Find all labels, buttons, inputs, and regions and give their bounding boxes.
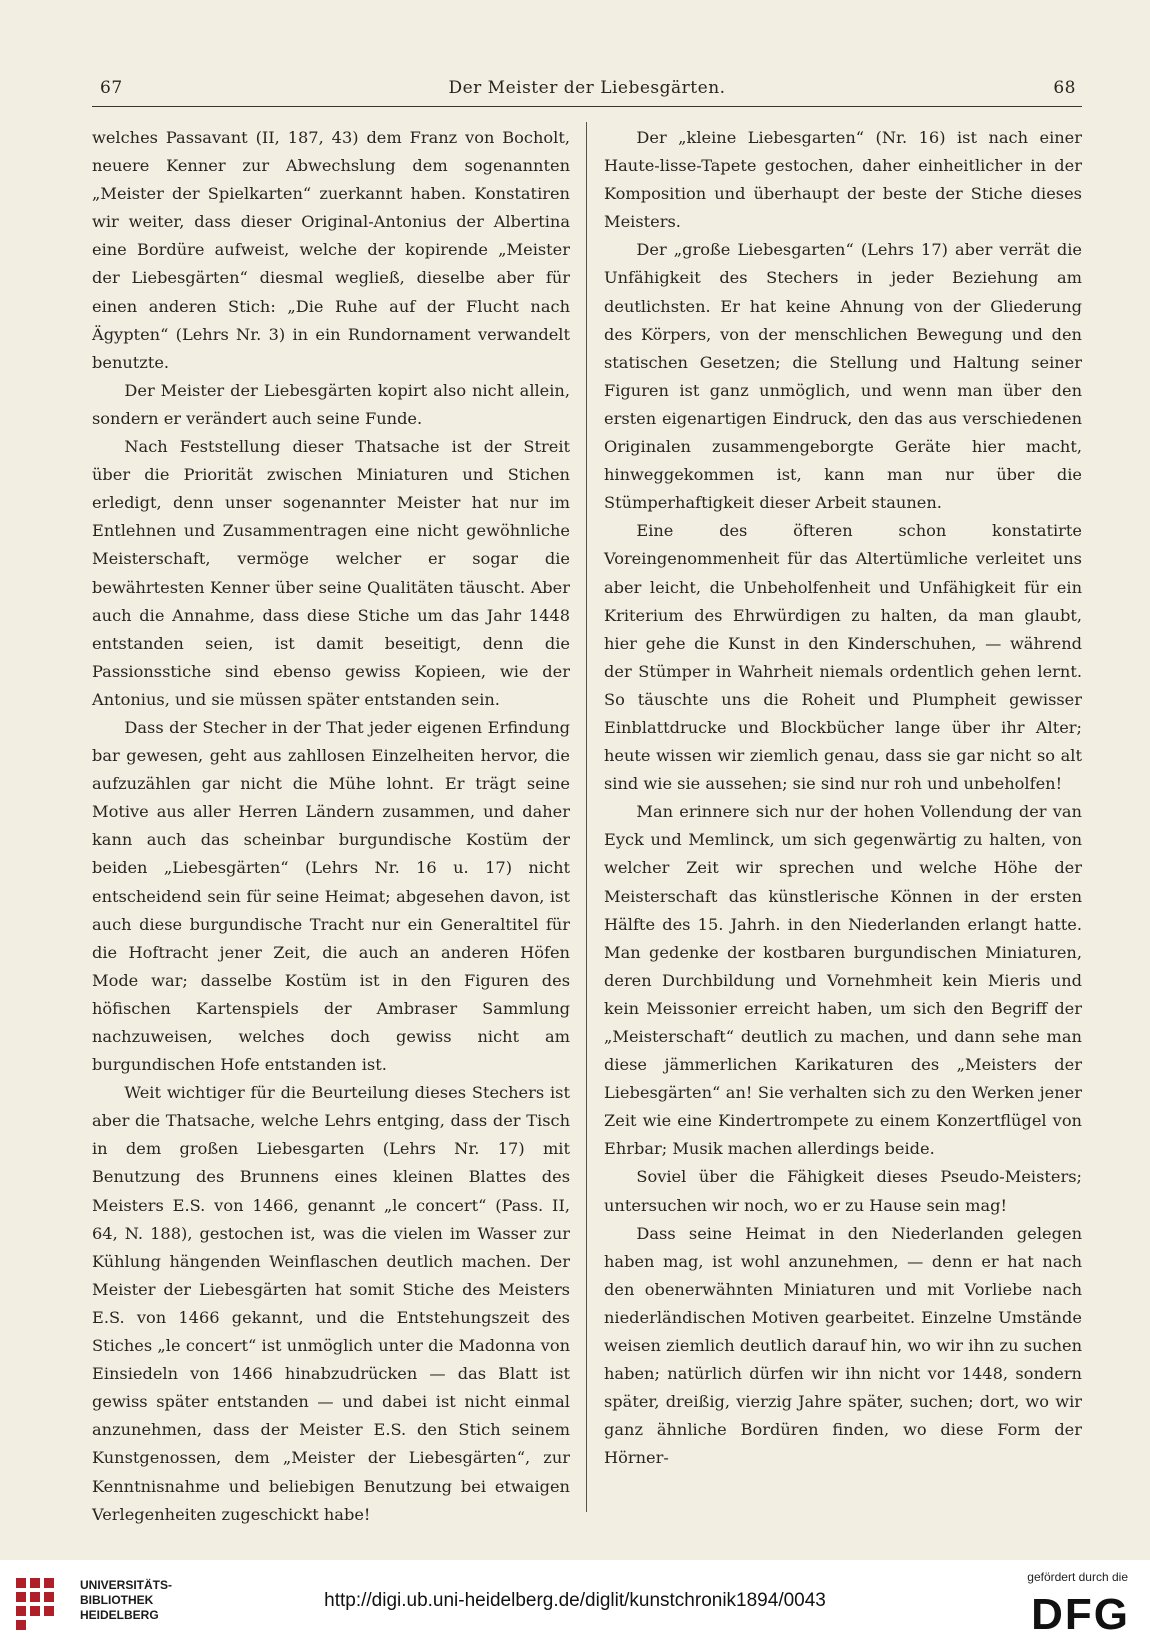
- dfg-logo: DFG: [1031, 1590, 1130, 1639]
- library-name: UNIVERSITÄTS- BIBLIOTHEK HEIDELBERG: [80, 1578, 173, 1622]
- paragraph: Der Meister der Liebesgärten kopirt also nicht allein, sondern er verändert auch seine Funde.: [92, 380, 570, 428]
- paragraph: Eine des öfteren schon konstatirte Voreingenommenheit für das Altertümliche verleitet uns aber leicht, die Unbeholfenheit und Unfähigkeit für ein Kriterium des Ehrwürdigen zu halten, da man glaubt, hier gehe die Kunst in den Kinderschuhen, — während der Stümper in Wahrheit niemals ordentlich gehen lernt. So täuschte uns die Roheit und Plumpheit gewisser Einblattdrucke und Blockbücher lange über ihr Alter; heute wissen wir ziemlich genau, dass sie gar nicht so alt sind wie sie aussehen; sie sind nur roh und unbeholfen!: [604, 521, 1082, 794]
- right-column: [604, 124, 1082, 1473]
- paragraph: welches Passavant (II, 187, 43) dem Franz von Bocholt, neuere Kenner zur Abwechslung dem sogenannten „Meister der Spielkarten“ zuerkannt haben. Konstatiren wir weiter, dass dieser Original-Antonius der Albertina eine Bordüre aufweist, welche der kopirende „Meister der Liebesgärten“ diesmal wegließ, dieselbe aber für einen anderen Stich: „Die Ruhe auf der Flucht nach Ägypten“ (Lehrs Nr. 3) in ein Rundornament verwandelt benutzte.: [92, 128, 570, 372]
- column-divider: [586, 122, 587, 1512]
- footer-bar: [0, 1560, 1150, 1648]
- paragraph: Nach Feststellung dieser Thatsache ist der Streit über die Priorität zwischen Miniaturen und Stichen erledigt, denn unser sogenannter Meister hat nur im Entlehnen und Zusammentragen eine nicht gewöhnliche Meisterschaft, vermöge welcher er sogar die bewährtesten Kenner über seine Qualitäten täuscht. Aber auch die Annahme, dass diese Stiche um das Jahr 1448 entstanden seien, ist damit beseitigt, denn die Passionsstiche sind ebenso gewiss Kopieen, wie der Antonius, und sie müssen später entstanden sein.: [92, 437, 570, 709]
- running-title: Der Meister der Liebesgärten.: [448, 78, 726, 98]
- paragraph: Soviel über die Fähigkeit dieses Pseudo-Meisters; untersuchen wir noch, wo er zu Hause sein mag!: [604, 1167, 1082, 1215]
- paragraph: Der „kleine Liebesgarten“ (Nr. 16) ist nach einer Haute-lisse-Tapete gestochen, daher einheitlicher in der Komposition und überhaupt der beste der Stiche dieses Meisters.: [604, 128, 1082, 232]
- paragraph: Dass seine Heimat in den Niederlanden gelegen haben mag, ist wohl anzunehmen, — denn er hat nach den obenerwähnten Miniaturen und mit Vorliebe nach niederländischen Motiven gearbeitet. Einzelne Umstände weisen ziemlich deutlich darauf hin, wo wir ihn zu suchen haben; natürlich dürfen wir ihn nicht vor 1448, sondern später, dreißig, vierzig Jahre später, suchen; dort, wo wir ganz ähnliche Bordüren finden, wo diese Form der Hörner-: [604, 1223, 1082, 1468]
- left-column: [92, 124, 570, 1529]
- paragraph: Man erinnere sich nur der hohen Vollendung der van Eyck und Memlinck, um sich gegenwärtig zu halten, von welcher Zeit wir sprechen und welche Höhe der Meisterschaft das künstlerische Können in der ersten Hälfte des 15. Jahrh. in den Niederlanden erlangt hatte. Man gedenke der kostbaren burgundischen Miniaturen, deren Durchbildung und Vornehmheit kein Mieris und kein Meissonier erreicht haben, um sich den Begriff der „Meisterschaft“ deutlich zu machen, und dann sehe man diese jämmerlichen Karikaturen des „Meisters der Liebesgärten“ an! Sie verhalten sich zu den Werken jener Zeit wie eine Kindertrompete zu einem Konzertflügel von Ehrbar; Musik machen allerdings beide.: [604, 802, 1082, 1159]
- paragraph: Dass der Stecher in der That jeder eigenen Erfindung bar gewesen, geht aus zahllosen Einzelheiten hervor, die aufzuzählen gar nicht die Mühe lohnt. Er trägt seine Motive aus aller Herren Ländern zusammen, und daher kann auch das scheinbar burgundische Kostüm der beiden „Liebesgärten“ (Lehrs Nr. 16 u. 17) nicht entscheidend sein für seine Heimat; abgesehen davon, ist auch diese burgundische Tracht nur ein Generaltitel für die Hoftracht jener Zeit, die auch an anderen Höfen Mode war; dasselbe Kostüm ist in den Figuren des höfischen Kartenspiels der Ambraser Sammlung nachzuweisen, welches doch gewiss nicht am burgundischen Hofe entstanden ist.: [92, 717, 570, 1075]
- paragraph: Weit wichtiger für die Beurteilung dieses Stechers ist aber die Thatsache, welche Lehrs entging, dass der Tisch in dem großen Liebesgarten (Lehrs Nr. 17) mit Benutzung des Brunnens eines kleinen Blattes des Meisters E.S. von 1466, genannt „le concert“ (Pass. II, 64, N. 188), gestochen ist, was die vielen im Wasser zur Kühlung hängenden Weinflaschen deutlich machen. Der Meister der Liebesgärten hat somit Stiche des Meisters E.S. von 1466 gekannt, und die Entstehungszeit des Stiches „le concert“ ist unmöglich unter die Madonna von Einsiedeln von 1466 hinabzudrücken — das Blatt ist gewiss später entstanden — und dabei ist nicht einmal anzunehmen, dass der Meister E.S. den Stich seinem Kunstgenossen, dem „Meister der Liebesgärten“, zur Kenntnisnahme und beliebigen Benutzung bei etwaigen Verlegenheiten zugeschickt habe!: [92, 1083, 570, 1524]
- running-header: [92, 78, 1082, 108]
- permalink-url[interactable]: http://digi.ub.uni-heidelberg.de/diglit/kunstchronik1894/0043: [324, 1590, 826, 1611]
- paragraph: Der „große Liebesgarten“ (Lehrs 17) aber verrät die Unfähigkeit des Stechers in jeder Beziehung am deutlichsten. Er hat keine Ahnung von der Gliederung des Körpers, von der menschlichen Bewegung und den statischen Gesetzen; die Stellung und Haltung seiner Figuren ist ganz unmöglich, und wenn man über den ersten eigenartigen Eindruck, den das aus verschiedenen Originalen zusammengeborgte Geräte hier macht, hinweggekommen ist, kann man nur über die Stümperhaftigkeit dieser Arbeit staunen.: [604, 240, 1082, 513]
- header-rule: [92, 106, 1082, 107]
- page-number-right: 68: [1053, 78, 1076, 98]
- funding-caption: gefördert durch die: [1027, 1570, 1128, 1584]
- page-number-left: 67: [100, 78, 123, 98]
